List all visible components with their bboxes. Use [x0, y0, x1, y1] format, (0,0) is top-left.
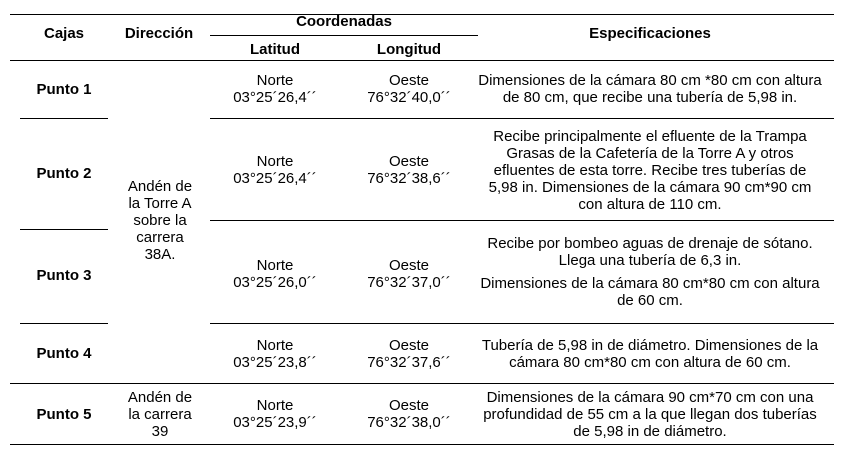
row-5-caja: Punto 5: [36, 405, 92, 423]
row-4-lon-dir: Oeste: [388, 336, 430, 354]
row-1-latitud: [210, 62, 340, 116]
row-1-lat-dir: Norte: [256, 72, 294, 89]
direccion-carrera-39: Andén de la carrera 39: [127, 388, 193, 440]
header-latitud: Latitud: [250, 40, 300, 58]
header-longitud: Longitud: [376, 40, 442, 58]
row-2-lat-dir: Norte: [256, 153, 294, 170]
row-3-spec: [478, 224, 822, 320]
rule-row1-cajas: [20, 118, 108, 119]
row-3-lon-val: 76°32´37,0´´: [367, 274, 451, 291]
row-3-latitud: [210, 224, 340, 324]
rule-row4: [10, 383, 834, 384]
rule-coordenadas: [210, 35, 478, 36]
row-4-longitud: [340, 325, 478, 382]
row-2-lon-dir: Oeste: [388, 153, 430, 170]
header-coordenadas: Coordenadas: [296, 12, 392, 30]
row-4-lat-val: 03°25´23,8´´: [233, 353, 317, 371]
row-5-longitud: [340, 386, 478, 442]
row-1-lon-val: 76°32´40,0´´: [367, 89, 451, 106]
row-3-lat-val: 03°25´26,0´´: [233, 274, 317, 291]
header-cajas: Cajas: [43, 24, 85, 42]
row-1-lon-dir: Oeste: [388, 72, 430, 89]
direccion-torre-a: Andén de la Torre A sobre la carrera 38A.: [127, 177, 193, 263]
row-5-lon-val: 76°32´38,0´´: [367, 414, 451, 431]
row-2-latitud: [210, 120, 340, 220]
row-4-lon-val: 76°32´37,6´´: [367, 353, 451, 371]
row-2-lat-val: 03°25´26,4´´: [233, 170, 317, 187]
row-4-spec: Tubería de 5,98 in de diámetro. Dimensiones de la cámara 80 cm*80 cm con altura de 60 cm.: [481, 336, 819, 371]
row-5-lat-val: 03°25´23,9´´: [233, 414, 317, 431]
row-3-longitud: [340, 224, 478, 324]
row-2-lon-val: 76°32´38,6´´: [367, 170, 451, 187]
row-5-lat-dir: Norte: [256, 397, 294, 414]
row-4-latitud: [210, 325, 340, 382]
row-3-caja: Punto 3: [36, 266, 92, 284]
row-2-spec: Recibe principalmente el efluente de la Trampa Grasas de la Cafetería de la Torre A y otros efluentes de esta torre. Recibe tres tuberías de 5,98 in. Dimensiones de la cámara 90 cm*90 cm con altura de 110 cm.: [488, 127, 812, 213]
row-1-spec: Dimensiones de la cámara 80 cm *80 cm con altura de 80 cm, que recibe una tubería de 5,98 in.: [478, 72, 822, 106]
row-3-lon-dir: Oeste: [388, 257, 430, 274]
row-5-lon-dir: Oeste: [388, 397, 430, 414]
rule-row1-data: [210, 118, 834, 119]
rule-row3-cajas: [20, 323, 108, 324]
rule-row2-data: [210, 220, 834, 221]
header-especificaciones: Especificaciones: [589, 24, 711, 42]
rule-header-bottom: [10, 60, 834, 61]
row-1-longitud: [340, 62, 478, 116]
row-2-caja: Punto 2: [36, 164, 92, 182]
row-4-lat-dir: Norte: [256, 336, 294, 354]
row-1-lat-val: 03°25´26,4´´: [233, 89, 317, 106]
row-1-caja: Punto 1: [36, 80, 92, 98]
row-3-spec-a: Recibe por bombeo aguas de drenaje de sótano. Llega una tubería de 6,3 in.: [487, 235, 813, 269]
rule-bottom: [10, 444, 834, 445]
rule-row2-cajas: [20, 229, 108, 230]
header-direccion: Dirección: [124, 24, 194, 42]
row-5-spec: Dimensiones de la cámara 90 cm*70 cm con una profundidad de 55 cm a la que llegan dos tuberías de 5,98 in de diámetro.: [483, 388, 817, 440]
row-2-longitud: [340, 120, 478, 220]
row-4-caja: Punto 4: [36, 345, 92, 362]
row-5-latitud: [210, 386, 340, 442]
row-3-lat-dir: Norte: [256, 257, 294, 274]
row-3-spec-b: Dimensiones de la cámara 80 cm*80 cm con altura de 60 cm.: [480, 275, 820, 309]
